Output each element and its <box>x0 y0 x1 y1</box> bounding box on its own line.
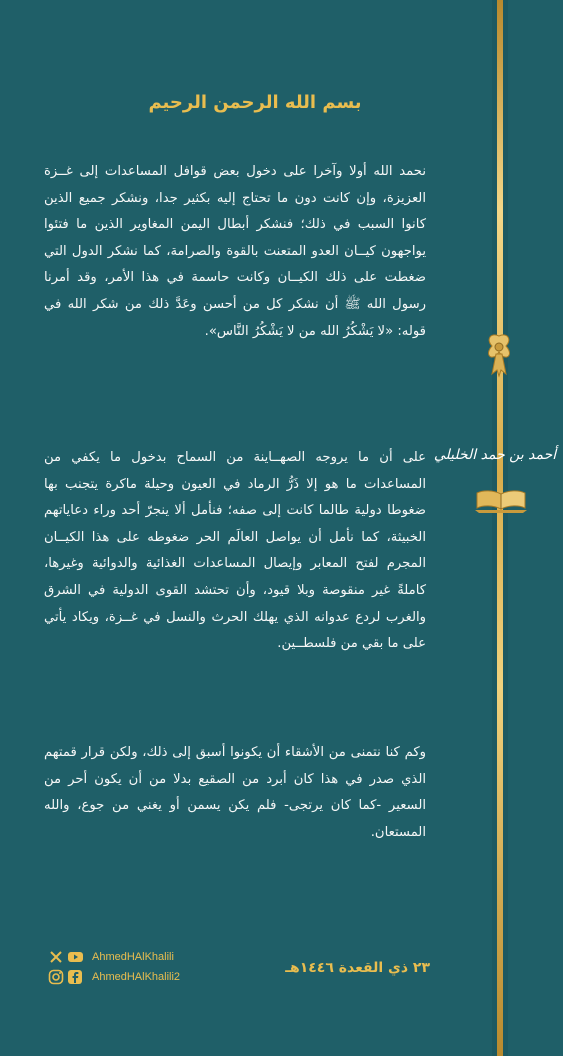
x-icon[interactable] <box>48 949 64 965</box>
gold-vertical-rule <box>497 0 503 1056</box>
paragraph-1: نحمد الله أولا وآخرا على دخول بعض قوافل المساعدات إلى غــزة العزيزة، وإن كانت دون ما تحتاج إليه بكثير جدا، ونشكر جميع الذين كانوا السبب في ذلك؛ فنشكر أبطال اليمن المغاوير الذين ما فتئوا يواجهون كيــان العدو المتعنت بالقوة والصرامة، كما نشكر الدول التي ضغطت على ذلك الكيــان وكانت حاسمة في هذا الأمر، وقد أمرنا رسول الله ﷺ أن نشكر كل من أحسن وعَدَّ ذلك من شكر الله في قوله: «لا يَشْكُرُ الله من لا يَشْكُرُ النَّاس». <box>44 164 426 339</box>
paragraph-2: على أن ما يروجه الصهــاينة من السماح بدخول ما يكفي من المساعدات ما هو إلا ذَرُّ الرماد في العيون وحيلة ماكرة يتجنب بها ضغوطا دولية طالما كانت إلى صفه؛ فنأمل ألا ينجرّ أحد وراء دعاياتهم الخبيثة، كما نأمل أن يواصل العالَم الحر ضغوطه على هذا الكيــان المجرم لفتح المعابر وإيصال المساعدات الغذائية والدوائية وغيرها، كاملةً غير منقوصة وبلا قيود، وأن تحتشد القوى الدولية في الشرق والغرب لردع عدوانه الذي يهلك الحرث والنسل في غــزة، ويكاد يأتي على ما بقي من فلسطــين. <box>44 450 426 652</box>
youtube-icon[interactable] <box>67 949 84 965</box>
ribbon-bow-icon <box>482 330 516 378</box>
page-title: بسم الله الرحمن الرحيم <box>148 92 362 113</box>
open-book-icon <box>473 484 529 514</box>
social-handle-1[interactable]: AhmedHAlKhalili <box>92 951 174 963</box>
instagram-icon[interactable] <box>48 969 64 985</box>
social-row-2 <box>48 968 180 986</box>
social-row-1 <box>48 948 174 966</box>
author-signature: أحمد بن حمد الخليلي <box>433 447 557 463</box>
social-handle-2[interactable]: AhmedHAlKhalili2 <box>92 971 181 983</box>
publication-date: ٢٣ ذي القعدة ١٤٤٦هـ <box>285 960 430 976</box>
paragraph-3: وكم كنا نتمنى من الأشقاء أن يكونوا أسبق إلى ذلك، ولكن قرار قمتهم الذي صدر في هذا كان أبرد من الصقيع بدلا من أن يكون أحر من السعير -كما كان يرتجى- فلم يكن يسمن أو يغني من جوع، والله المستعان. <box>44 745 426 840</box>
facebook-icon[interactable] <box>67 969 83 985</box>
